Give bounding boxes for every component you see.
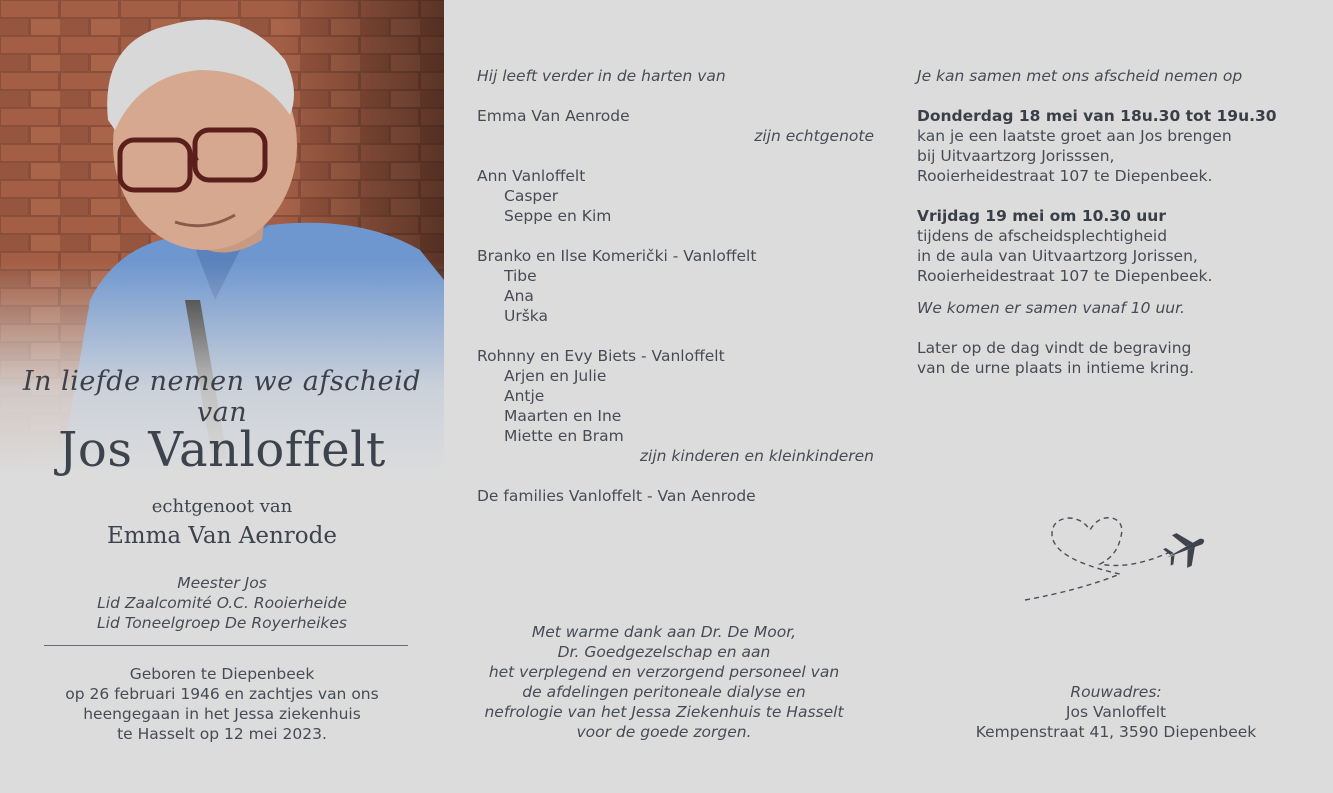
burial-line: Later op de dag vindt de begraving <box>917 339 1192 357</box>
deceased-name: Jos Vanloffelt <box>58 422 386 478</box>
ceremony-column <box>917 66 1317 378</box>
address-street: Kempenstraat 41, 3590 Diepenbeek <box>975 723 1257 741</box>
thanks-text <box>444 622 884 742</box>
day2-heading: Vrijdag 19 mei om 10.30 uur <box>917 207 1166 225</box>
address-name: Jos Vanloffelt <box>1065 703 1167 721</box>
grandchild: Arjen en Julie <box>504 367 607 385</box>
title-line: Meester Jos <box>177 574 267 592</box>
day1-line: bij Uitvaartzorg Jorisssen, <box>917 147 1115 165</box>
burial-line: van de urne plaats in intieme kring. <box>917 359 1195 377</box>
address-label: Rouwadres: <box>1070 683 1162 701</box>
heart-trail-airplane-icon <box>1020 512 1210 611</box>
mourning-address <box>934 682 1298 742</box>
grandchild: Seppe en Kim <box>504 207 612 225</box>
family-column <box>477 66 874 506</box>
grandchild: Casper <box>504 187 559 205</box>
family-head: Ann Vanloffelt <box>477 167 586 185</box>
thanks-line: Met warme dank aan Dr. De Moor, <box>531 623 797 641</box>
wife-role: zijn echtgenote <box>754 127 874 145</box>
thanks-line: voor de goede zorgen. <box>576 723 752 741</box>
day2-line: tijdens de afscheidsplechtigheid <box>917 227 1168 245</box>
thanks-line: Dr. Goedgezelschap en aan <box>557 643 771 661</box>
wife-name: Emma Van Aenrode <box>477 107 630 125</box>
spouse-of-label: echtgenoot van <box>151 496 293 517</box>
born-line: te Hasselt op 12 mei 2023. <box>117 725 327 743</box>
day2-line: Rooierheidestraat 107 te Diepenbeek. <box>917 267 1213 285</box>
born-line: op 26 februari 1946 en zachtjes van ons <box>65 685 379 703</box>
divider <box>44 645 408 646</box>
grandchild: Miette en Bram <box>504 427 624 445</box>
born-line: Geboren te Diepenbeek <box>129 665 315 683</box>
titles-list <box>0 573 444 633</box>
grandchild: Urška <box>504 307 548 325</box>
gather-time: We komen er samen vanaf 10 uur. <box>917 299 1185 317</box>
born-line: heengegaan in het Jessa ziekenhuis <box>83 705 361 723</box>
day2-line: in de aula van Uitvaartzorg Jorissen, <box>917 247 1198 265</box>
family-lead: Hij leeft verder in de harten van <box>477 67 726 85</box>
title-line: Lid Toneelgroep De Royerheikes <box>97 614 347 632</box>
day1-line: Rooierheidestraat 107 te Diepenbeek. <box>917 167 1213 185</box>
spouse-name: Emma Van Aenrode <box>107 523 337 549</box>
day1-heading: Donderdag 18 mei van 18u.30 tot 19u.30 <box>917 107 1277 125</box>
family-head: Rohnny en Evy Biets - Vanloffelt <box>477 347 725 365</box>
thanks-line: de afdelingen peritoneale dialyse en <box>522 683 806 701</box>
grandchild: Tibe <box>504 267 537 285</box>
family-head: Branko en Ilse Komerički - Vanloffelt <box>477 247 757 265</box>
children-role: zijn kinderen en kleinkinderen <box>639 447 874 465</box>
thanks-line: nefrologie van het Jessa Ziekenhuis te Hasselt <box>484 703 844 721</box>
ceremony-lead: Je kan samen met ons afscheid nemen op <box>917 67 1243 85</box>
grandchild: Antje <box>504 387 545 405</box>
day1-line: kan je een laatste groet aan Jos brengen <box>917 127 1232 145</box>
grandchild: Maarten en Ine <box>504 407 622 425</box>
families-line: De families Vanloffelt - Van Aenrode <box>477 487 756 505</box>
birth-death-text <box>0 664 444 744</box>
grandchild: Ana <box>504 287 534 305</box>
farewell-script-heading: In liefde nemen we afscheid van <box>22 366 422 428</box>
thanks-line: het verplegend en verzorgend personeel van <box>488 663 840 681</box>
title-line: Lid Zaalcomité O.C. Rooierheide <box>97 594 347 612</box>
